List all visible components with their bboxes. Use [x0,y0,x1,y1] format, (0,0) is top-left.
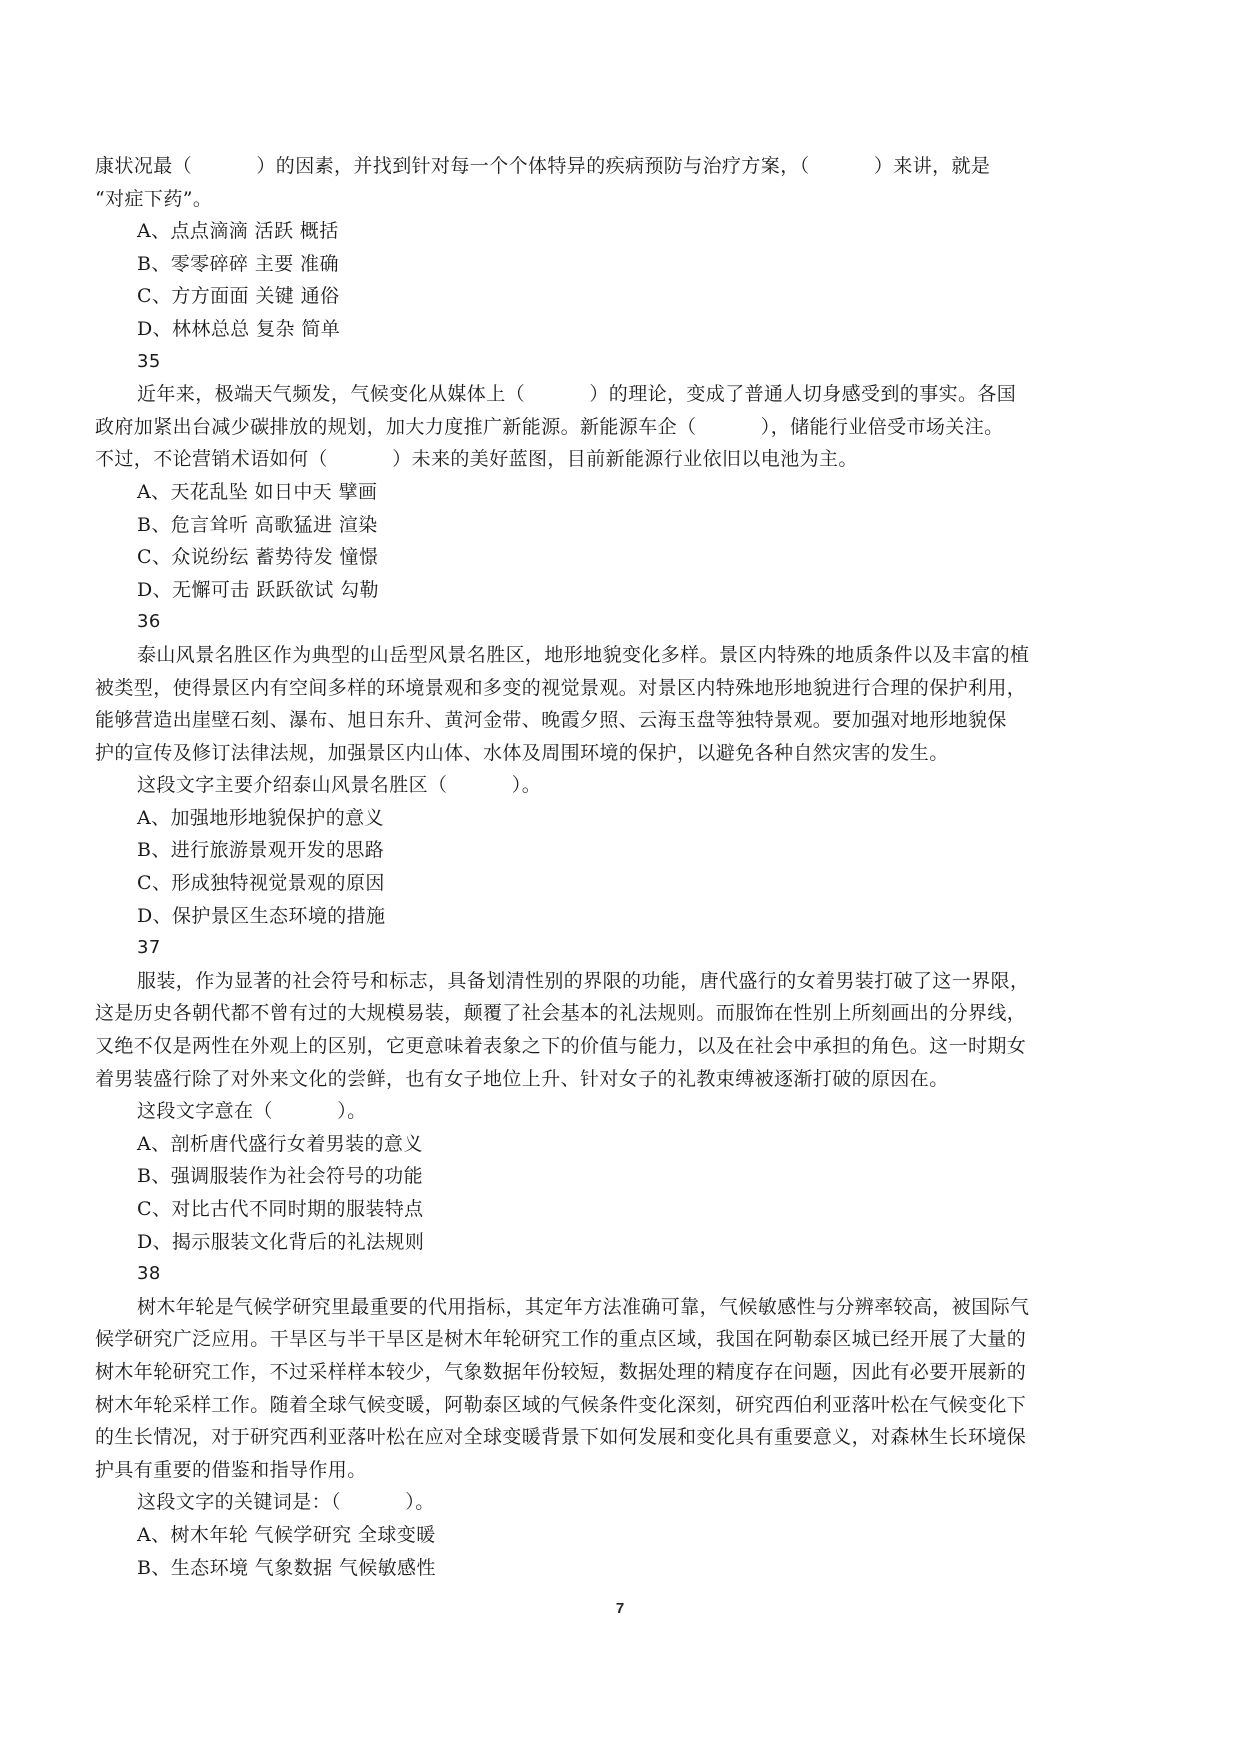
answer-option: C、众说纷纭 蓄势待发 憧憬 [137,546,379,569]
question-number: 36 [137,611,161,633]
answer-option: D、无懈可击 跃跃欲试 勾勒 [137,578,379,601]
answer-option: A、天花乱坠 如日中天 擘画 [137,480,378,503]
paragraph-line: 树木年轮研究工作，不过采样样本较少，气象数据年份较短，数据处理的精度存在问题，因此有必要开展新的 [95,1360,1027,1383]
answer-option: C、对比古代不同时期的服装特点 [137,1198,424,1220]
question-number: 38 [137,1263,161,1285]
paragraph-line: 这段文字主要介绍泰山风景名胜区（ ）。 [137,774,542,797]
answer-option: A、点点滴滴 活跃 概括 [137,220,339,243]
answer-option: A、树木年轮 气候学研究 全球变暖 [137,1523,436,1546]
paragraph-line: 康状况最（ ）的因素，并找到针对每一个个体特异的疾病预防与治疗方案，（ ）来讲，就是 [95,155,991,177]
paragraph-line: 树木年轮是气候学研究里最重要的代用指标，其定年方法准确可靠，气候敏感性与分辨率较高，被国际气 [137,1295,1030,1318]
answer-option: B、危言耸听 高歌猛进 渲染 [137,513,378,536]
paragraph-line: 近年来，极端天气频发，气候变化从媒体上（ ）的理论，变成了普通人切身感受到的事实。各国 [137,383,1017,406]
paragraph-line: 政府加紧出台减少碳排放的规划，加大力度推广新能源。新能源车企（ ），储能行业倍受市场关注。 [95,415,1004,438]
paragraph-line: “对症下药”。 [95,187,213,210]
answer-option: D、揭示服装文化背后的礼法规则 [137,1230,425,1253]
answer-option: B、生态环境 气象数据 气候敏感性 [137,1556,436,1579]
paragraph-line: 候学研究广泛应用。干旱区与半干旱区是树木年轮研究工作的重点区域，我国在阿勒泰区城已经开展了大量的 [95,1328,1027,1351]
paragraph-line: 树木年轮采样工作。随着全球气候变暖，阿勒泰区域的气候条件变化深刻，研究西伯利亚落叶松在气候变化下 [95,1393,1027,1416]
paragraph-line: 能够营造出崖壁石刻、瀑布、旭日东升、黄河金带、晚霞夕照、云海玉盘等独特景观。要加强对地形地貌保 [95,709,1007,732]
answer-option: B、强调服装作为社会符号的功能 [137,1165,423,1188]
page-content [95,150,1150,1584]
paragraph-line: 着男装盛行除了对外来文化的尝鲜，也有女子地位上升、针对女子的礼教束缚被逐渐打破的原因在。 [95,1067,949,1090]
question-number: 37 [137,937,161,959]
paragraph-line: 服装，作为显著的社会符号和标志，具备划清性别的界限的功能，唐代盛行的女着男装打破了这一界限， [137,969,1030,992]
paragraph-line: 不过，不论营销术语如何（ ）未来的美好蓝图，目前新能源行业依旧以电池为主。 [95,448,858,471]
answer-option: A、加强地形地貌保护的意义 [137,806,384,829]
paragraph-line: 的生长情况，对于研究西利亚落叶松在应对全球变暖背景下如何发展和变化具有重要意义，对森林生长环境保 [95,1426,1027,1449]
paragraph-line: 护具有重要的借鉴和指导作用。 [95,1458,367,1481]
paragraph-line: 又绝不仅是两性在外观上的区别，它更意味着表象之下的价值与能力，以及在社会中承担的角色。这一时期女 [95,1035,1027,1058]
answer-option: A、剖析唐代盛行女着男装的意义 [137,1132,423,1155]
answer-option: C、形成独特视觉景观的原因 [137,872,385,895]
paragraph-line: 泰山风景名胜区作为典型的山岳型风景名胜区，地形地貌变化多样。景区内特殊的地质条件以及丰富的植 [137,643,1030,666]
paragraph-line: 这段文字的关键词是：（ ）。 [137,1491,435,1514]
paragraph-line: 这是历史各朝代都不曾有过的大规模易装，颠覆了社会基本的礼法规则。而服饰在性别上所刻画出的分界线， [95,1002,1027,1025]
answer-option: D、保护景区生态环境的措施 [137,904,386,927]
paragraph-line: 这段文字意在（ ）。 [137,1100,367,1123]
answer-option: C、方方面面 关键 通俗 [137,285,340,308]
page-number: 7 [615,1600,625,1617]
answer-option: B、零零碎碎 主要 准确 [137,252,339,275]
question-number: 35 [137,350,161,372]
answer-option: D、林林总总 复杂 简单 [137,317,341,340]
paragraph-line: 被类型，使得景区内有空间多样的环境景观和多变的视觉景观。对景区内特殊地形地貌进行合理的保护利用， [95,676,1027,699]
paragraph-line: 护的宣传及修订法律法规，加强景区内山体、水体及周围环境的保护，以避免各种自然灾害的发生。 [95,741,949,764]
answer-option: B、进行旅游景观开发的思路 [137,839,385,862]
